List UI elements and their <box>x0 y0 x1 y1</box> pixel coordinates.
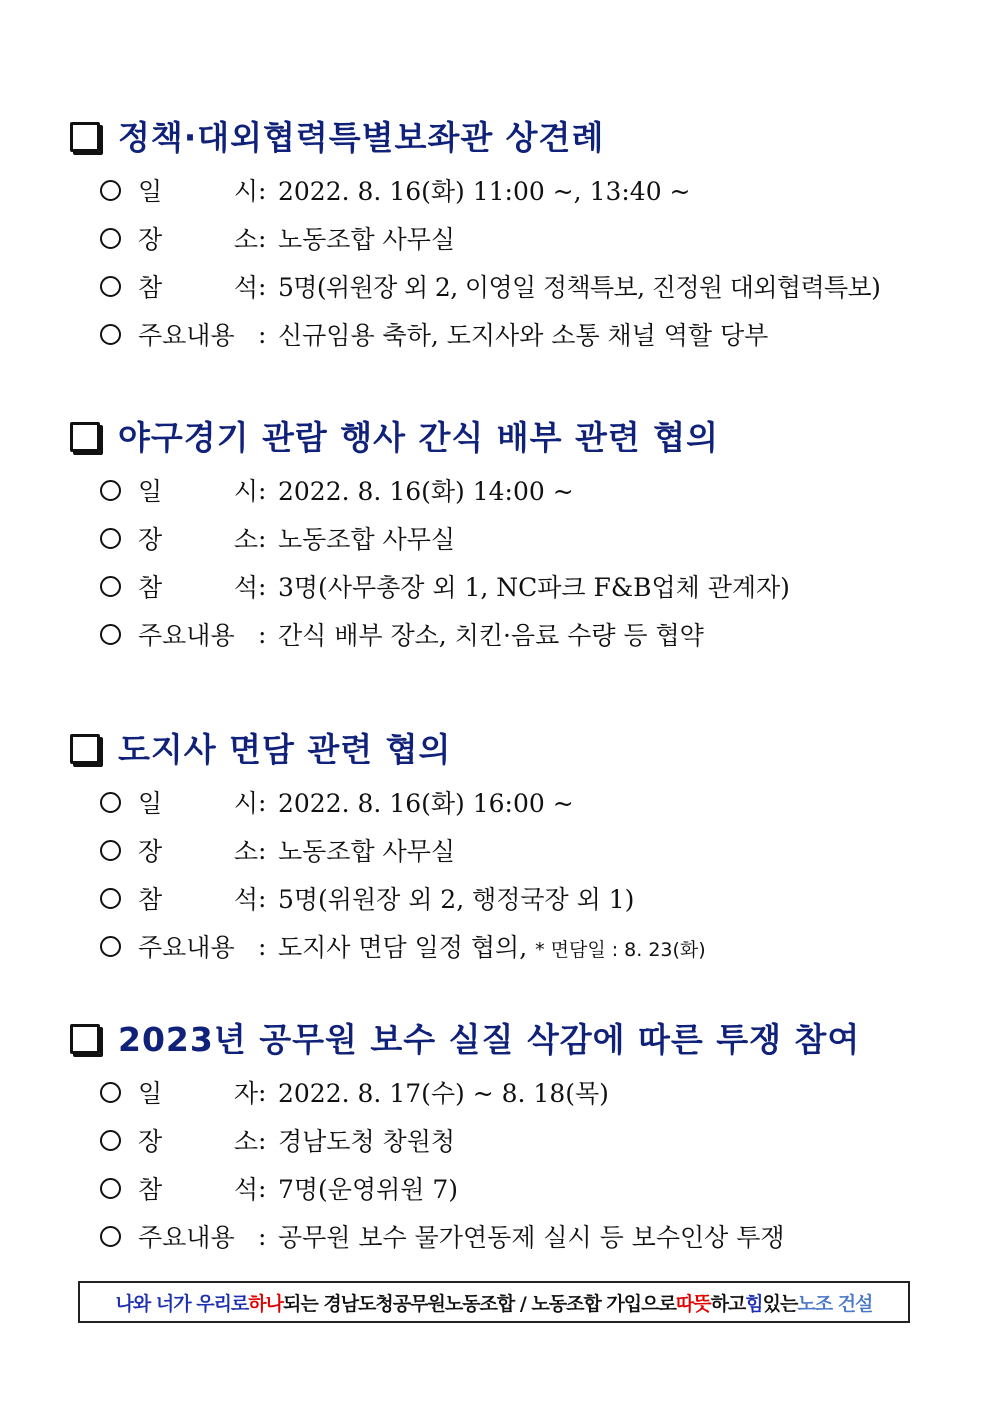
info-row-time: 일 시 : 2022. 8. 16(화) 14:00 ~ <box>70 466 950 514</box>
row-value: 2022. 8. 16(화) 16:00 ~ <box>278 789 574 818</box>
footer-slogan <box>78 1281 910 1323</box>
row-label: 주요내용 <box>138 933 235 962</box>
slogan-part: 힘 <box>745 1292 763 1315</box>
checkbox-square-icon <box>70 1024 100 1054</box>
row-label: 주요내용 <box>138 1223 235 1252</box>
info-row-attendees: 참 석 : 5명(위원장 외 2, 이영일 정책특보, 진정원 대외협력특보) <box>70 262 950 310</box>
row-value: 노동조합 사무실 <box>278 525 455 554</box>
section-title-text: 도지사 면담 관련 협의 <box>118 729 452 769</box>
info-row-date: 일 자 : 2022. 8. 17(수) ~ 8. 18(목) <box>70 1068 950 1116</box>
row-label: 참 석 <box>138 1175 258 1204</box>
checkbox-square-icon <box>70 734 100 764</box>
info-row-attendees: 참 석 : 7명(운영위원 7) <box>70 1164 950 1212</box>
meeting-date-note: * 면담일 : 8. 23(화) <box>535 939 706 961</box>
info-row-time: 일 시 : 2022. 8. 16(화) 11:00 ~, 13:40 ~ <box>70 166 950 214</box>
circle-bullet-icon <box>100 528 121 549</box>
row-label: 장 소 <box>138 225 258 254</box>
checkbox-square-icon <box>70 422 100 452</box>
slogan-part: 하나 <box>248 1292 284 1315</box>
row-label: 일 시 <box>138 477 258 506</box>
row-label: 참 석 <box>138 573 258 602</box>
circle-bullet-icon <box>100 1130 121 1151</box>
info-row-content: 주요내용 : 도지사 면담 일정 협의, * 면담일 : 8. 23(화) <box>70 922 950 970</box>
circle-bullet-icon <box>100 1226 121 1247</box>
info-row-attendees: 참 석 : 5명(위원장 외 2, 행정국장 외 1) <box>70 874 950 922</box>
circle-bullet-icon <box>100 228 121 249</box>
circle-bullet-icon <box>100 840 121 861</box>
row-value: 5명(위원장 외 2, 이영일 정책특보, 진정원 대외협력특보) <box>278 273 881 302</box>
section-title-text: 정책·대외협력특별보좌관 상견례 <box>118 117 605 157</box>
row-label: 일 시 <box>138 789 258 818</box>
row-value: 경남도청 창원청 <box>278 1127 455 1156</box>
info-row-attendees: 참 석 : 3명(사무총장 외 1, NC파크 F&B업체 관계자) <box>70 562 950 610</box>
info-row-place: 장 소 : 경남도청 창원청 <box>70 1116 950 1164</box>
row-label: 일 자 <box>138 1079 258 1108</box>
info-row-time: 일 시 : 2022. 8. 16(화) 16:00 ~ <box>70 778 950 826</box>
row-label: 장 소 <box>138 1127 258 1156</box>
circle-bullet-icon <box>100 1082 121 1103</box>
row-label: 주요내용 <box>138 321 235 350</box>
circle-bullet-icon <box>100 936 121 957</box>
checkbox-square-icon <box>70 122 100 152</box>
circle-bullet-icon <box>100 180 121 201</box>
slogan-part: 따뜻 <box>675 1292 711 1315</box>
info-row-place: 장 소 : 노동조합 사무실 <box>70 826 950 874</box>
circle-bullet-icon <box>100 1178 121 1199</box>
info-row-place: 장 소 : 노동조합 사무실 <box>70 514 950 562</box>
slogan-part: 되는 경남도청공무원노동조합 / 노동조합 가입으로 <box>283 1292 676 1315</box>
circle-bullet-icon <box>100 888 121 909</box>
row-value: 7명(운영위원 7) <box>278 1175 459 1204</box>
circle-bullet-icon <box>100 576 121 597</box>
row-label: 참 석 <box>138 273 258 302</box>
section-title-text: 야구경기 관람 행사 간식 배부 관련 협의 <box>118 417 719 457</box>
slogan-part: 노조 건설 <box>797 1292 873 1315</box>
circle-bullet-icon <box>100 624 121 645</box>
row-value: 2022. 8. 16(화) 14:00 ~ <box>278 477 574 506</box>
circle-bullet-icon <box>100 324 121 345</box>
row-value: 신규임용 축하, 도지사와 소통 채널 역할 당부 <box>278 321 769 350</box>
slogan-part: 있는 <box>762 1292 798 1315</box>
info-row-content: 주요내용 : 공무원 보수 물가연동제 실시 등 보수인상 투쟁 <box>70 1212 950 1260</box>
info-row-place: 장 소 : 노동조합 사무실 <box>70 214 950 262</box>
row-label: 장 소 <box>138 837 258 866</box>
row-label: 장 소 <box>138 525 258 554</box>
row-label: 일 시 <box>138 177 258 206</box>
section-1 <box>70 110 950 358</box>
section-title <box>70 110 950 160</box>
row-value: 2022. 8. 17(수) ~ 8. 18(목) <box>278 1079 609 1108</box>
row-value: 5명(위원장 외 2, 행정국장 외 1) <box>278 885 635 914</box>
row-value: 3명(사무총장 외 1, NC파크 F&B업체 관계자) <box>278 573 790 602</box>
section-3 <box>70 722 950 970</box>
circle-bullet-icon <box>100 276 121 297</box>
section-title-text: 2023년 공무원 보수 실질 삭감에 따른 투쟁 참여 <box>118 1019 861 1059</box>
info-row-content: 주요내용 : 간식 배부 장소, 치킨·음료 수량 등 협약 <box>70 610 950 658</box>
section-title <box>70 1012 950 1062</box>
section-title <box>70 410 950 460</box>
row-label: 주요내용 <box>138 621 235 650</box>
row-value: 노동조합 사무실 <box>278 837 455 866</box>
slogan-part: 하고 <box>710 1292 746 1315</box>
row-value: 노동조합 사무실 <box>278 225 455 254</box>
circle-bullet-icon <box>100 480 121 501</box>
section-2 <box>70 410 950 658</box>
row-value: 간식 배부 장소, 치킨·음료 수량 등 협약 <box>278 621 704 650</box>
section-title <box>70 722 950 772</box>
info-row-content: 주요내용 : 신규임용 축하, 도지사와 소통 채널 역할 당부 <box>70 310 950 358</box>
slogan-part: 나와 너가 우리로 <box>115 1292 249 1315</box>
row-label: 참 석 <box>138 885 258 914</box>
row-value: 공무원 보수 물가연동제 실시 등 보수인상 투쟁 <box>278 1223 785 1252</box>
row-value: 2022. 8. 16(화) 11:00 ~, 13:40 ~ <box>278 177 691 206</box>
circle-bullet-icon <box>100 792 121 813</box>
row-value: 도지사 면담 일정 협의, * 면담일 : 8. 23(화) <box>278 933 706 962</box>
section-4 <box>70 1012 950 1260</box>
